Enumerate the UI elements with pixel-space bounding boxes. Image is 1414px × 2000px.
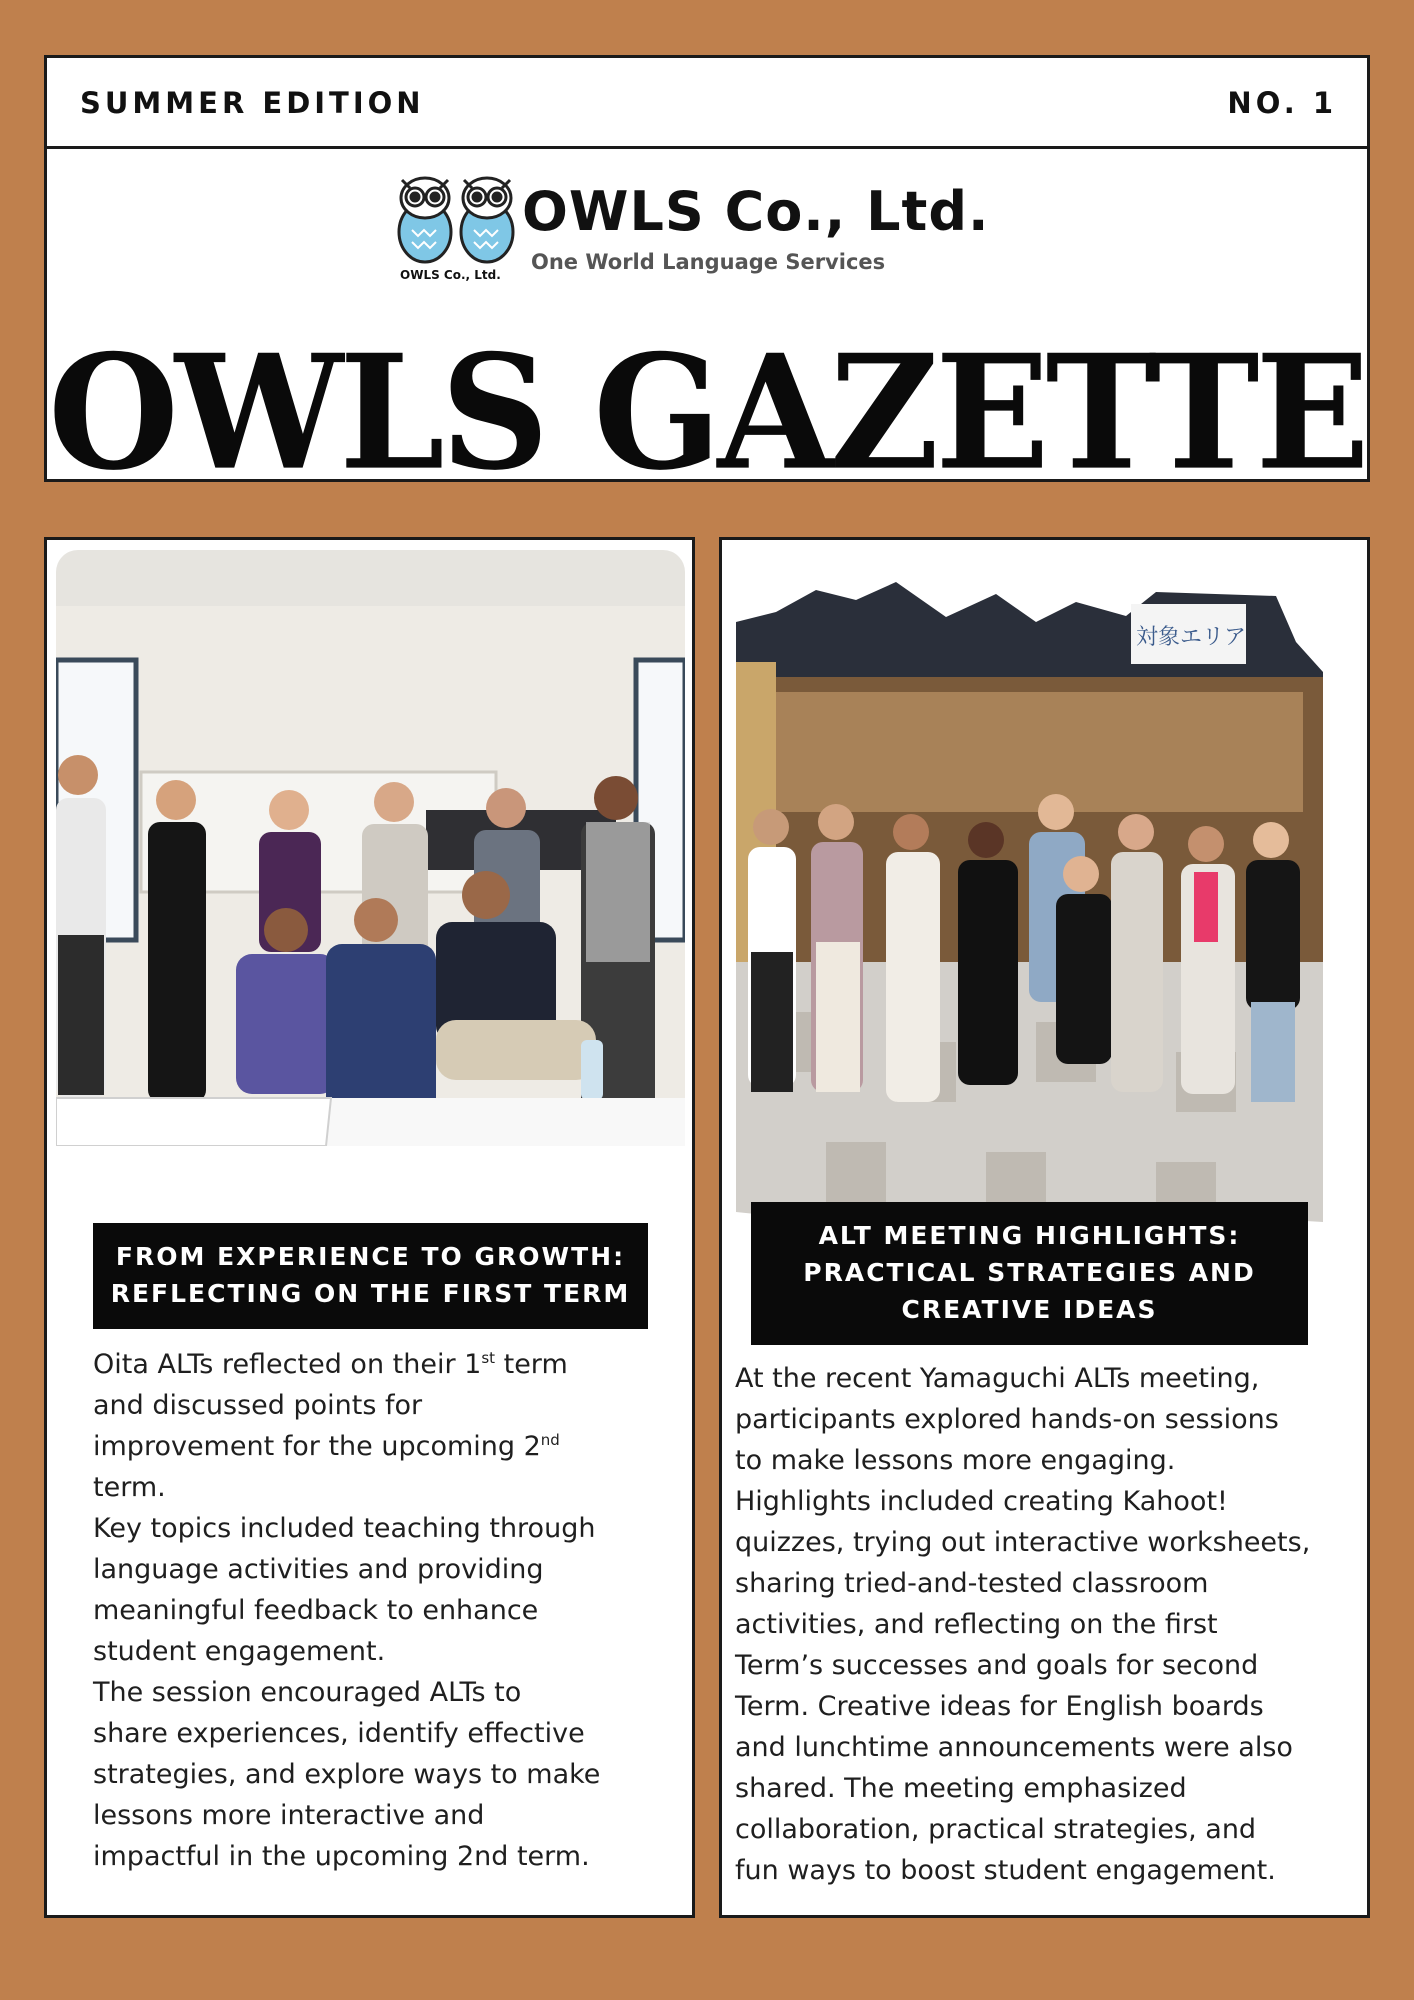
body-line: Key topics included teaching through bbox=[93, 1513, 596, 1544]
right-headline-line: CREATIVE IDEAS bbox=[901, 1295, 1158, 1324]
body-line: student engagement. bbox=[93, 1636, 386, 1667]
body-line: meaningful feedback to enhance bbox=[93, 1595, 539, 1626]
body-line: quizzes, trying out interactive worksheets, bbox=[735, 1527, 1311, 1558]
group-photo-image bbox=[56, 550, 685, 1146]
body-line: Term. Creative ideas for English boards bbox=[735, 1691, 1264, 1722]
body-line: and lunchtime announcements were also bbox=[735, 1732, 1293, 1763]
logo-small-text: OWLS Co., Ltd. bbox=[400, 268, 501, 282]
right-headline bbox=[751, 1202, 1308, 1345]
body-line: and discussed points for bbox=[93, 1390, 423, 1421]
body-line: fun ways to boost student engagement. bbox=[735, 1855, 1276, 1886]
newspaper-title: OWLS GAZETTE bbox=[48, 320, 1366, 506]
group-photo-oita bbox=[56, 550, 685, 1146]
right-headline-line: PRACTICAL STRATEGIES AND bbox=[803, 1258, 1256, 1287]
body-line: participants explored hands-on sessions bbox=[735, 1404, 1279, 1435]
right-article-body bbox=[735, 1358, 1367, 1891]
body-line: The session encouraged ALTs to bbox=[93, 1677, 522, 1708]
left-headline-line: REFLECTING ON THE FIRST TERM bbox=[110, 1279, 631, 1308]
body-line: language activities and providing bbox=[93, 1554, 544, 1585]
body-line: collaboration, practical strategies, and bbox=[735, 1814, 1257, 1845]
group-photo-yamaguchi bbox=[736, 582, 1323, 1232]
body-line: sharing tried-and-tested classroom bbox=[735, 1568, 1209, 1599]
body-line: activities, and reflecting on the first bbox=[735, 1609, 1218, 1640]
edition-label: SUMMER EDITION bbox=[80, 86, 425, 120]
body-line: term. bbox=[93, 1472, 166, 1503]
masthead bbox=[44, 55, 1370, 506]
left-headline bbox=[93, 1223, 648, 1329]
body-line: to make lessons more engaging. bbox=[735, 1445, 1176, 1476]
venue-sign-text: 対象エリア bbox=[1136, 625, 1247, 650]
body-line: share experiences, identify effective bbox=[93, 1718, 585, 1749]
left-headline-line: FROM EXPERIENCE TO GROWTH: bbox=[115, 1242, 626, 1271]
left-article-body bbox=[93, 1344, 673, 1877]
issue-number: NO. 1 bbox=[1227, 86, 1337, 120]
logo-subtitle: One World Language Services bbox=[531, 250, 886, 274]
masthead-top-bar bbox=[47, 58, 1367, 149]
body-line: impactful in the upcoming 2nd term. bbox=[93, 1841, 590, 1872]
group-photo-image bbox=[736, 582, 1323, 1232]
body-line: improvement for the upcoming 2nd bbox=[93, 1431, 560, 1462]
body-line: At the recent Yamaguchi ALTs meeting, bbox=[735, 1363, 1260, 1394]
body-line: Term’s successes and goals for second bbox=[735, 1650, 1259, 1681]
body-line: lessons more interactive and bbox=[93, 1800, 485, 1831]
owl-logo-icon bbox=[392, 170, 522, 270]
body-line: Highlights included creating Kahoot! bbox=[735, 1486, 1228, 1517]
left-article bbox=[44, 537, 695, 1918]
right-headline-line: ALT MEETING HIGHLIGHTS: bbox=[818, 1221, 1241, 1250]
right-article bbox=[719, 537, 1370, 1918]
logo-title: OWLS Co., Ltd. bbox=[522, 180, 990, 243]
body-line: shared. The meeting emphasized bbox=[735, 1773, 1187, 1804]
body-line: strategies, and explore ways to make bbox=[93, 1759, 601, 1790]
body-line: Oita ALTs reflected on their 1st term bbox=[93, 1349, 568, 1380]
company-logo bbox=[392, 170, 1042, 320]
